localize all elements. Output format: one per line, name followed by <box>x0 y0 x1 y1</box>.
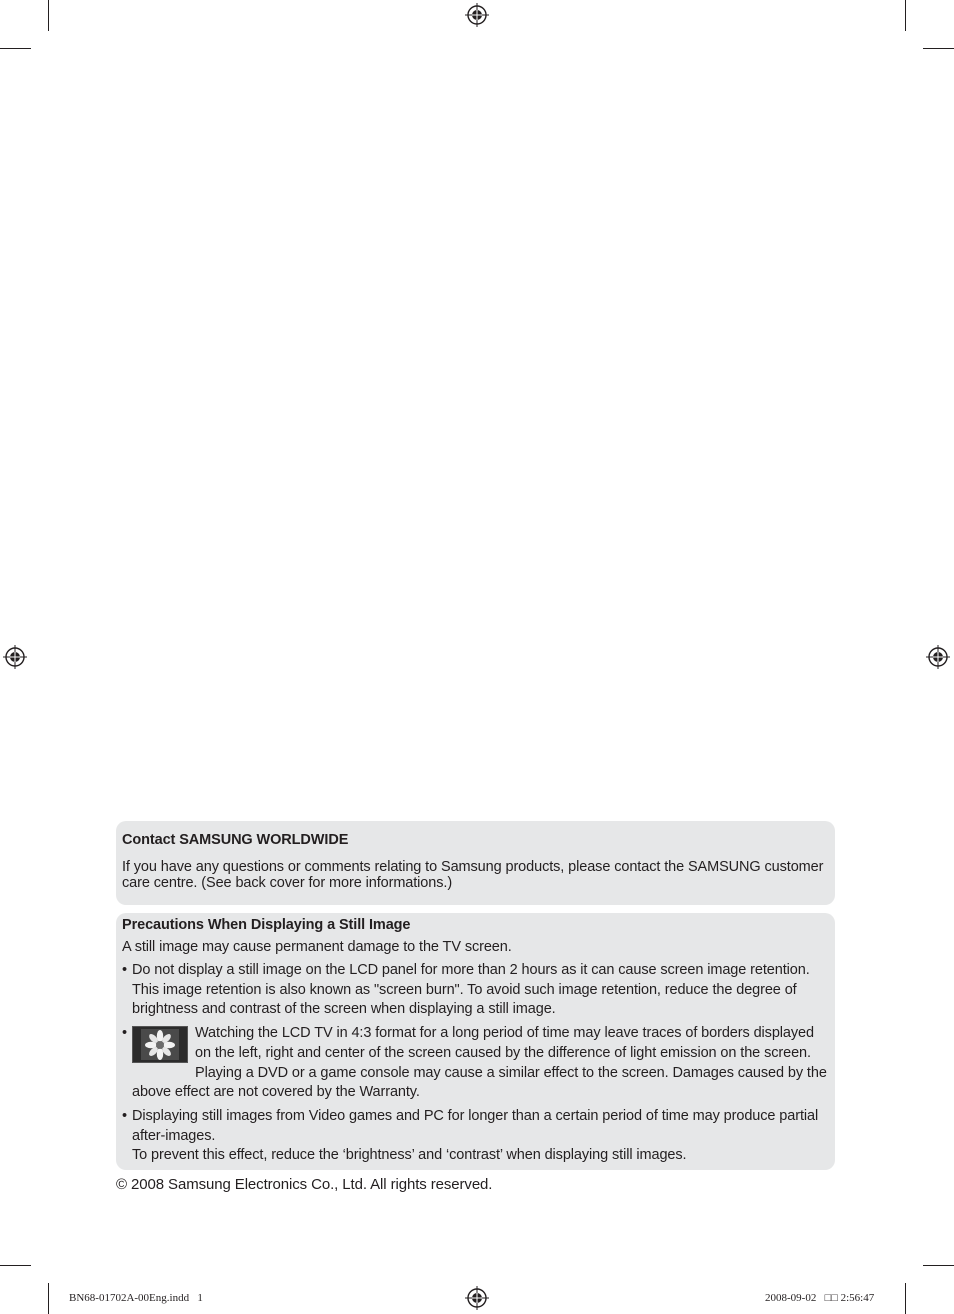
precautions-box <box>116 913 835 1170</box>
registration-mark-icon <box>2 644 28 670</box>
crop-mark-bottom-right-v <box>905 1283 906 1314</box>
bullet-text: Displaying still images from Video games and PC for longer than a certain period of time may produce partial after-images. <box>132 1107 819 1144</box>
registration-mark-icon <box>464 1285 490 1311</box>
bullet-extra-text: To prevent this effect, reduce the ‘brightness’ and ‘contrast’ when displaying still images. <box>132 1147 687 1164</box>
bullet-text: Do not display a still image on the LCD panel for more than 2 hours as it can cause screen image retention. This image retention is also known as "screen burn". To avoid such image retention, reduce the degree of brightness and contrast of the screen when displaying a still image. <box>132 962 810 1018</box>
crop-mark-bottom-left-h <box>0 1265 31 1266</box>
bullet-symbol: • <box>122 1107 127 1124</box>
registration-mark-icon <box>925 644 951 670</box>
bullet-symbol: • <box>122 962 127 978</box>
crop-mark-bottom-right-h <box>923 1265 954 1266</box>
crop-mark-top-left-h <box>0 48 31 49</box>
precautions-title: Precautions When Displaying a Still Image <box>122 917 411 933</box>
crop-mark-top-right-v <box>905 0 906 31</box>
precaution-bullet-3 <box>122 1107 829 1166</box>
flower-tv-icon <box>132 1026 188 1063</box>
bullet-symbol: • <box>122 1025 127 1042</box>
precautions-intro: A still image may cause permanent damage to the TV screen. <box>122 939 512 955</box>
crop-mark-top-left-v <box>48 0 49 31</box>
precaution-bullet-2 <box>122 1024 829 1103</box>
precaution-bullet-1 <box>122 961 829 1020</box>
crop-mark-top-right-h <box>923 48 954 49</box>
contact-text: If you have any questions or comments relating to Samsung products, please contact the SAMSUNG customer care centre. (See back cover for more informations.) <box>122 859 824 891</box>
bullet-text: Watching the LCD TV in 4:3 format for a long period of time may leave traces of borders displayed on the left, right and center of the screen caused by the difference of light emission on the screen. Playing a DVD or a game console may cause a similar effect to the screen. Damages caused by the above effect are not covered by the Warranty. <box>132 1025 827 1101</box>
crop-mark-bottom-left-v <box>48 1283 49 1314</box>
copyright-notice: © 2008 Samsung Electronics Co., Ltd. All rights reserved. <box>116 1176 493 1193</box>
slug-filename: BN68-01702A-00Eng.indd 1 <box>69 1292 203 1304</box>
contact-box <box>116 821 835 905</box>
contact-title: Contact SAMSUNG WORLDWIDE <box>122 832 349 848</box>
slug-date: 2008-09-02 □□ 2:56:47 <box>765 1292 875 1304</box>
registration-mark-icon <box>464 2 490 28</box>
